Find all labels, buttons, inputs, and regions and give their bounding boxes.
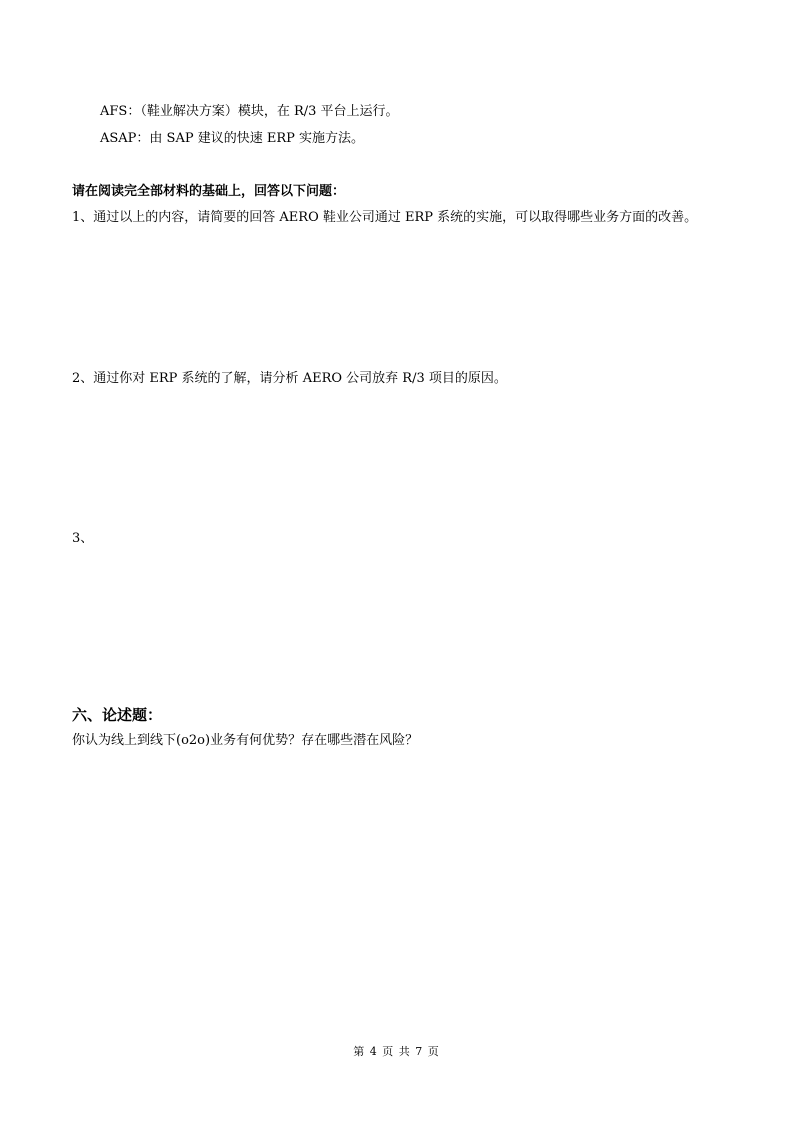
page-number-footer: 第 4 页 共 7 页 [353, 1045, 440, 1058]
essay-heading: 六、论述题： [72, 706, 163, 724]
definition-asap: ASAP：由 SAP 建议的快速 ERP 实施方法。 [100, 131, 365, 146]
definition-afs: AFS：（鞋业解决方案）模块，在 R/3 平台上运行。 [100, 104, 399, 119]
question-2: 2、通过你对 ERP 系统的了解，请分析 AERO 公司放弃 R/3 项目的原因。 [72, 371, 507, 386]
essay-question: 你认为线上到线下(o2o)业务有何优势？存在哪些潜在风险？ [72, 733, 419, 748]
question-3: 3、 [72, 531, 94, 546]
question-1: 1、通过以上的内容，请简要的回答 AERO 鞋业公司通过 ERP 系统的实施，可以取得哪些业务方面的改善。 [72, 210, 698, 225]
case-instruction: 请在阅读完全部材料的基础上，回答以下问题： [72, 184, 346, 199]
